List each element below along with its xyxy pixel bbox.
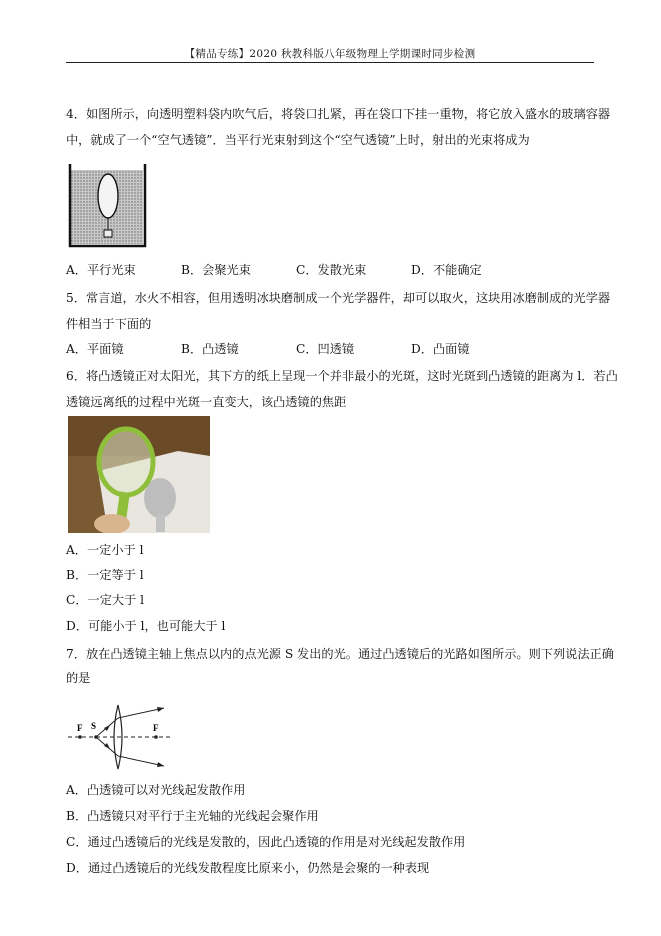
q7-option-a[interactable]: A．凸透镜可以对光线起发散作用: [66, 783, 246, 797]
q4-option-a[interactable]: A．平行光束: [66, 263, 136, 277]
q7-option-b[interactable]: B．凸透镜只对平行于主光轴的光线起会聚作用: [66, 809, 319, 823]
q5-option-d[interactable]: D．凸面镜: [411, 342, 470, 356]
q6-stem-line1: 6．将凸透镜正对太阳光，其下方的纸上呈现一个并非最小的光斑，这时光斑到凸透镜的距离为 l．若凸: [66, 369, 618, 383]
q4-stem-line1: 4．如图所示，向透明塑料袋内吹气后，将袋口扎紧，再在袋口下挂一重物，将它放入盛水的玻璃容器: [66, 107, 611, 121]
q5-option-b[interactable]: B．凸透镜: [181, 342, 239, 356]
q6-option-c[interactable]: C．一定大于 l: [66, 593, 145, 607]
q7-stem-line2: 的是: [66, 671, 91, 685]
header-divider: [66, 62, 594, 63]
air-lens-container-figure: [68, 162, 148, 248]
q5-option-c[interactable]: C．凹透镜: [296, 342, 355, 356]
q7-option-c[interactable]: C．通过凸透镜后的光线是发散的，因此凸透镜的作用是对光线起发散作用: [66, 835, 466, 849]
focus-right-label: F: [153, 723, 159, 733]
q6-stem-line2: 透镜远离纸的过程中光斑一直变大，该凸透镜的焦距: [66, 395, 347, 409]
focus-left-label: F: [77, 723, 83, 733]
q4-option-d[interactable]: D．不能确定: [411, 263, 482, 277]
q6-option-d[interactable]: D．可能小于 l，也可能大于 l: [66, 619, 226, 633]
q7-stem-line1: 7．放在凸透镜主轴上焦点以内的点光源 S 发出的光。通过凸透镜后的光路如图所示。则下列说法正确: [66, 647, 614, 661]
source-s-label: S: [91, 721, 97, 731]
q5-stem-line1: 5．常言道，水火不相容，但用透明冰块磨制成一个光学器件，却可以取火，这块用冰磨制成的光学器: [66, 291, 611, 305]
q4-option-c[interactable]: C．发散光束: [296, 263, 367, 277]
q7-option-d[interactable]: D．通过凸透镜后的光线发散程度比原来小，仍然是会聚的一种表现: [66, 861, 430, 875]
q5-options: [66, 341, 594, 357]
q4-option-b[interactable]: B．会聚光束: [181, 263, 251, 277]
magnifier-sunlight-photo: [68, 416, 210, 533]
convex-lens-ray-diagram: [66, 700, 172, 770]
q6-option-b[interactable]: B．一定等于 l: [66, 568, 144, 582]
page-header: 【精品专练】2020 秋教科版八年级物理上学期课时同步检测: [184, 48, 476, 60]
q4-options: [66, 262, 594, 278]
q4-stem-line2: 中，就成了一个“空气透镜”．当平行光束射到这个“空气透镜”上时，射出的光束将成为: [66, 133, 530, 147]
q5-stem-line2: 件相当于下面的: [66, 317, 152, 331]
q6-option-a[interactable]: A．一定小于 l: [66, 543, 144, 557]
q5-option-a[interactable]: A．平面镜: [66, 342, 124, 356]
